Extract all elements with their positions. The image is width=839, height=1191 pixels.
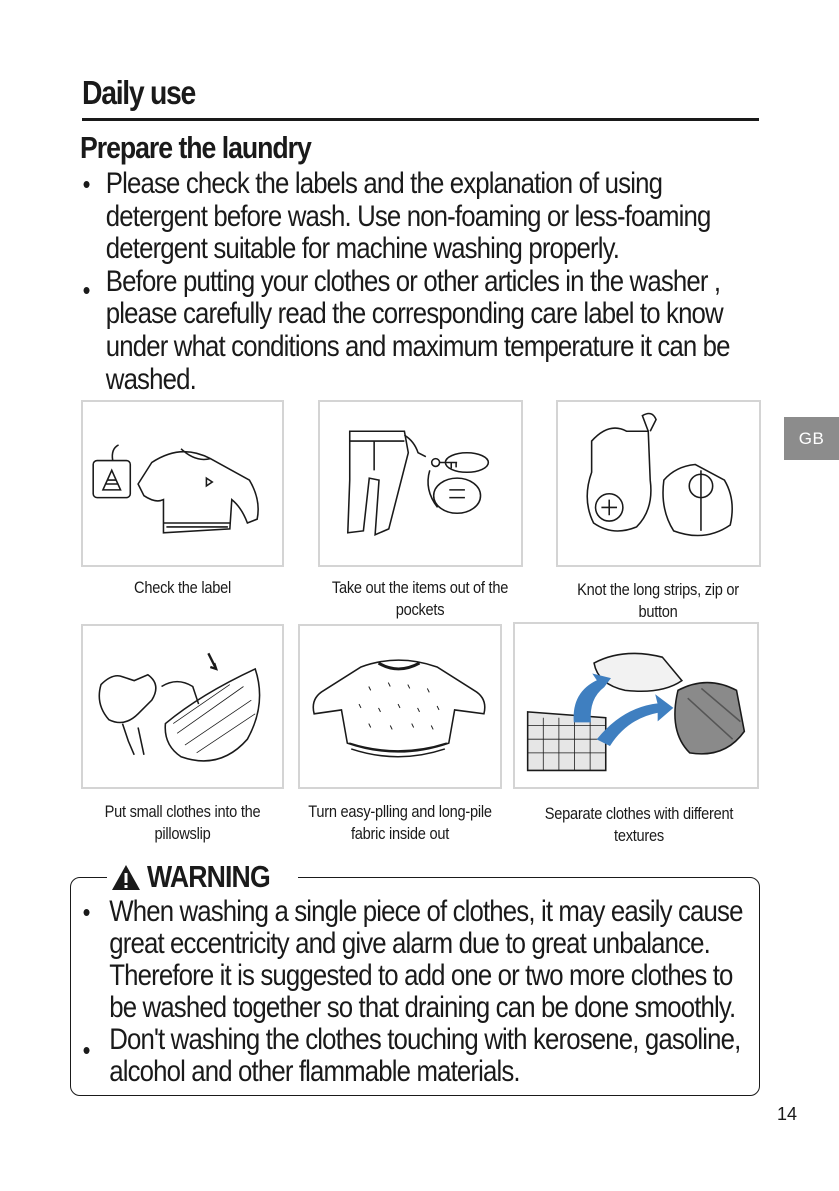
title-divider [82,118,759,121]
prepare-item-1 [80,168,759,266]
caption-separate: Separate clothes with different textures [544,804,734,845]
prepare-heading: Prepare the laundry [80,130,311,165]
sort-clothes-illustration [513,622,759,789]
bullet-dot: • [82,897,90,927]
warning-label: WARNING [147,859,270,894]
warning-header [107,859,298,895]
language-tab: GB [784,417,839,460]
section-title: Daily use [82,74,196,111]
prepare-list [80,168,839,396]
laundry-bag-illustration [81,624,284,789]
warning-item-1 [80,896,759,1024]
trousers-keys-illustration [318,400,523,567]
bullet-dot: • [82,169,90,199]
care-label-sweater-illustration [81,400,284,567]
prepare-item-text: Please check the labels and the explanation of using detergent before wash. Use non-foaming or less-foaming detergent suitable for machine washing properly. [105,167,711,266]
knot-zip-illustration [556,400,761,567]
bullet-dot: • [82,274,90,305]
warning-item-text: Don't washing the clothes touching with kerosene, gasoline, alcohol and other flammable materials. [109,1023,741,1088]
caption-pillowslip: Put small clothes into the pillowslip [104,802,261,843]
warning-list [80,896,839,1088]
prepare-item-2 [80,266,759,396]
caption-knot: Knot the long strips, zip or button [577,580,739,621]
caption-check-label: Check the label [134,578,231,597]
page-number: 14 [777,1104,798,1124]
caption-pockets: Take out the items out of the pockets [331,578,509,619]
bullet-dot: • [82,1035,90,1065]
caption-inside-out: Turn easy-plling and long-pile fabric inside out [308,802,492,843]
inside-out-sweater-illustration [298,624,502,789]
warning-item-2 [80,1024,759,1088]
warning-triangle-icon [111,864,141,891]
warning-item-text: When washing a single piece of clothes, it may easily cause great eccentricity and give alarm due to great unbalance. Therefore it is suggested to add one or two more clothes to be washed together so that draining can be done smoothly. [109,895,743,1024]
prepare-item-text: Before putting your clothes or other articles in the washer , please carefully read the corresponding care label to know under what conditions and maximum temperature it can be washed. [105,264,730,396]
